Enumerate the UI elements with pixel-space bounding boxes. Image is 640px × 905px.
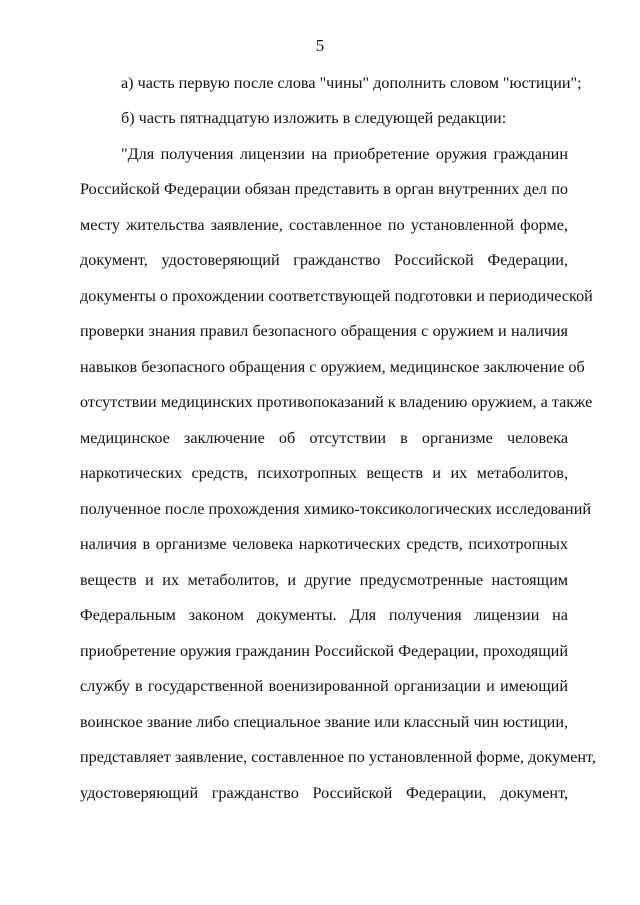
quote-line: отсутствии медицинских противопоказаний к владению оружием, а также <box>80 393 593 411</box>
quote-line: воинское звание либо специальное звание или классный чин юстиции, <box>80 713 569 731</box>
quote-line: Российской Федерации обязан представить в орган внутренних дел по <box>80 180 568 198</box>
quote-line: наличия в организме человека наркотических средств, психотропных <box>80 535 568 553</box>
quote-line: документы о прохождении соответствующей подготовки и периодической <box>80 287 593 305</box>
quote-line: службу в государственной военизированной организации и имеющий <box>80 677 568 695</box>
quote-line: полученное после прохождения химико-токсикологических исследований <box>80 500 592 518</box>
quote-line: Федеральным законом документы. Для получения лицензии на <box>80 606 568 624</box>
amendment-item-b: б) часть пятнадцатую изложить в следующей редакции: <box>121 109 507 127</box>
quote-line: веществ и их метаболитов, и другие предусмотренные настоящим <box>80 571 568 589</box>
quote-line: медицинское заключение об отсутствии в организме человека <box>80 429 568 447</box>
quote-line: проверки знания правил безопасного обращения с оружием и наличия <box>80 322 568 340</box>
quote-line: удостоверяющий гражданство Российской Федерации, документ, <box>80 784 568 802</box>
quote-line: наркотических средств, психотропных веществ и их метаболитов, <box>80 464 568 482</box>
page-number: 5 <box>315 36 325 55</box>
amendment-item-a: а) часть первую после слова "чины" дополнить словом "юстиции"; <box>121 74 582 92</box>
quote-line: месту жительства заявление, составленное по установленной форме, <box>80 216 568 234</box>
quote-line: документ, удостоверяющий гражданство Российской Федерации, <box>80 251 568 269</box>
quote-line: навыков безопасного обращения с оружием, медицинское заключение об <box>80 358 585 376</box>
quote-line: приобретение оружия гражданин Российской Федерации, проходящий <box>80 642 568 660</box>
quote-line: "Для получения лицензии на приобретение оружия гражданин <box>121 145 568 163</box>
quote-line: представляет заявление, составленное по установленной форме, документ, <box>80 748 596 766</box>
